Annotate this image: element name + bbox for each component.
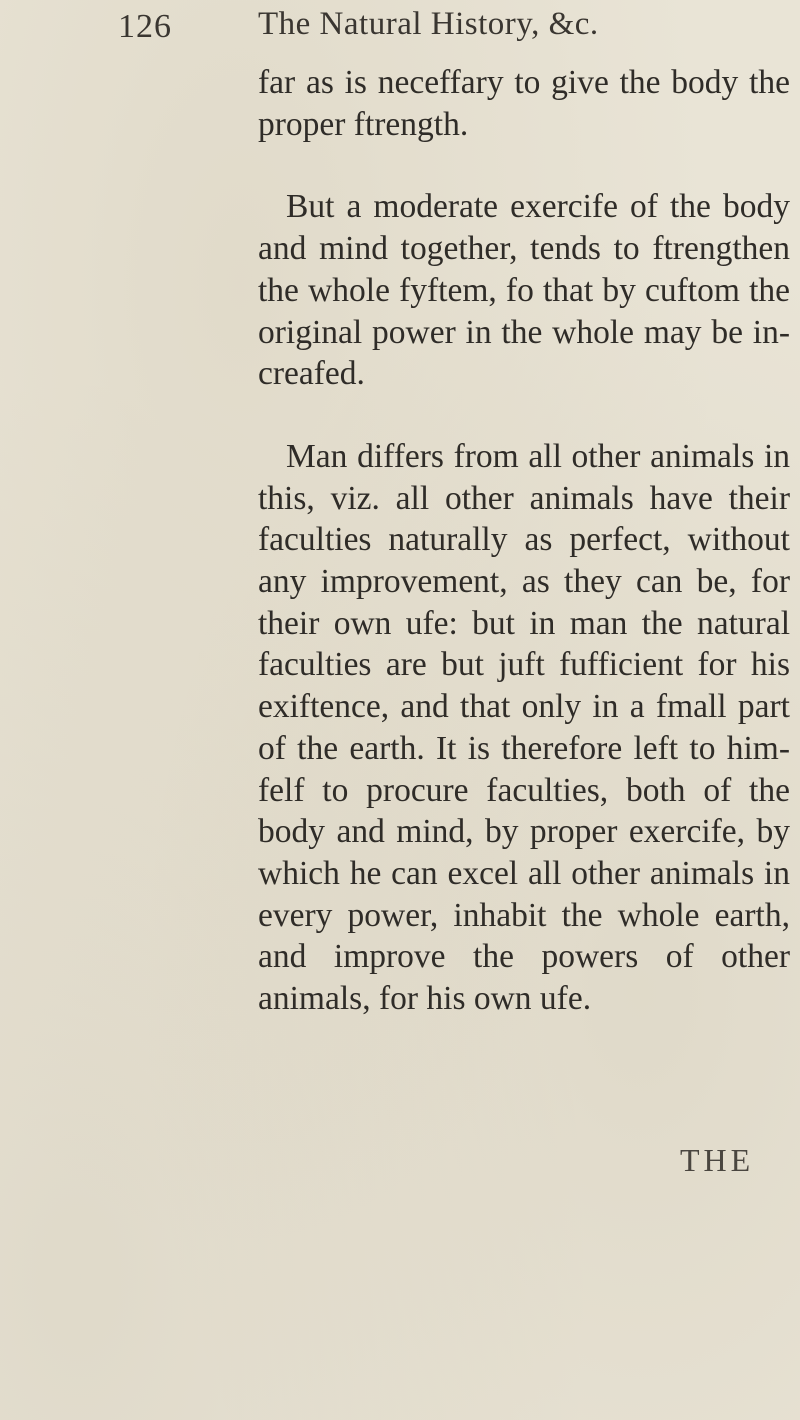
page-number: 126	[118, 8, 172, 45]
paragraph-3: Man differs from all other animals in this, viz. all other animals have their faculties naturally as perfect, without any improvement, as they can be, for their own ufe: but in man the natural faculties are but juft fufficient for his exiftence, and that only in a fmall part of the earth. It is therefore left to him-felf to procure faculties, both of the body and mind, by proper exercife, by which he can excel all other animals in every power, inhabit the whole earth, and improve the powers of other animals, for his own ufe.	[258, 437, 790, 1018]
paragraph-2: But a moderate exercife of the body and mind together, tends to ftrengthen the whole fyftem, fo that by cuftom the original power in the whole may be in-creafed.	[258, 188, 790, 393]
catchword: THE	[680, 1142, 755, 1178]
body-text	[258, 62, 790, 1020]
paragraph-1: far as is neceffary to give the body the proper ftrength.	[258, 64, 790, 143]
running-head: The Natural History, &c.	[258, 6, 599, 42]
